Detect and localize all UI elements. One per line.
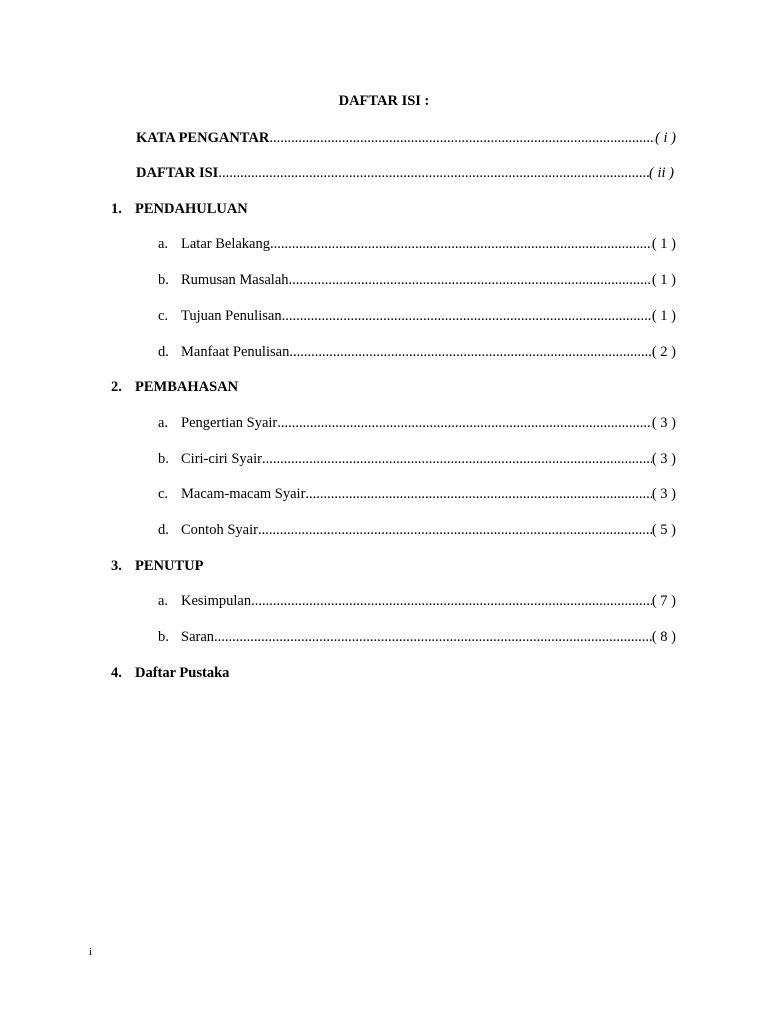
toc-entry-page: ( 3 ) — [651, 415, 676, 431]
item-marker: c. — [158, 486, 169, 502]
section-number: 1. — [111, 201, 122, 217]
item-marker: d. — [158, 522, 169, 538]
section-title: PENDAHULUAN — [135, 201, 248, 217]
leader-dots — [289, 271, 652, 289]
section-heading — [111, 200, 248, 218]
toc-entry-label: Latar Belakang — [181, 236, 270, 252]
toc-entry-page: ( 3 ) — [651, 486, 676, 502]
toc-entry-page: ( 8 ) — [651, 629, 676, 645]
toc-entry-page: ( 2 ) — [651, 344, 676, 360]
item-marker: a. — [158, 236, 169, 252]
toc-entry — [158, 414, 676, 432]
leader-dots — [218, 164, 649, 182]
leader-dots — [282, 307, 652, 325]
toc-entry-page: ( 1 ) — [651, 236, 676, 252]
leader-dots — [289, 343, 652, 361]
toc-title: DAFTAR ISI : — [338, 93, 430, 109]
leader-dots — [305, 485, 651, 503]
toc-entry-label: Rumusan Masalah — [181, 272, 289, 288]
toc-entry — [158, 450, 676, 468]
section-heading — [111, 378, 238, 396]
toc-entry-page: ( ii ) — [649, 165, 674, 181]
toc-entry-daftar-isi — [136, 164, 674, 182]
leader-dots — [277, 414, 652, 432]
toc-entry-label: Tujuan Penulisan — [181, 308, 282, 324]
section-number: 4. — [111, 665, 122, 681]
toc-entry-label: DAFTAR ISI — [136, 165, 219, 181]
leader-dots — [258, 521, 652, 539]
section-number: 3. — [111, 558, 122, 574]
toc-entry — [158, 235, 676, 253]
section-heading — [111, 557, 203, 575]
section-number: 2. — [111, 379, 122, 395]
toc-entry — [158, 271, 676, 289]
page-number: i — [89, 946, 93, 958]
toc-entry-page: ( i ) — [655, 130, 676, 146]
toc-entry-page: ( 5 ) — [651, 522, 676, 538]
toc-entry — [158, 521, 676, 539]
section-heading — [111, 664, 229, 682]
toc-entry-kata-pengantar — [136, 129, 676, 147]
toc-entry — [158, 592, 676, 610]
leader-dots — [262, 450, 652, 468]
toc-entry-label: Kesimpulan — [181, 593, 252, 609]
toc-entry-label: Pengertian Syair — [181, 415, 278, 431]
item-marker: a. — [158, 593, 169, 609]
toc-entry — [158, 307, 676, 325]
toc-entry-label: Macam-macam Syair — [181, 486, 306, 502]
leader-dots — [251, 592, 652, 610]
item-marker: b. — [158, 629, 169, 645]
section-title: PENUTUP — [135, 558, 204, 574]
leader-dots — [270, 235, 652, 253]
toc-entry — [158, 628, 676, 646]
toc-entry-label: Manfaat Penulisan — [181, 344, 290, 360]
leader-dots — [214, 628, 652, 646]
toc-entry — [158, 343, 676, 361]
toc-entry-page: ( 3 ) — [651, 451, 676, 467]
toc-entry-page: ( 7 ) — [651, 593, 676, 609]
section-title: Daftar Pustaka — [135, 665, 230, 681]
toc-entry — [158, 485, 676, 503]
item-marker: b. — [158, 272, 169, 288]
toc-entry-label: Contoh Syair — [181, 522, 258, 538]
toc-entry-label: Saran — [181, 629, 215, 645]
section-title: PEMBAHASAN — [135, 379, 239, 395]
item-marker: d. — [158, 344, 169, 360]
item-marker: b. — [158, 451, 169, 467]
item-marker: a. — [158, 415, 169, 431]
leader-dots — [269, 129, 655, 147]
toc-entry-page: ( 1 ) — [651, 308, 676, 324]
toc-entry-label: KATA PENGANTAR — [136, 130, 270, 146]
toc-entry-label: Ciri-ciri Syair — [181, 451, 262, 467]
toc-entry-page: ( 1 ) — [651, 272, 676, 288]
item-marker: c. — [158, 308, 169, 324]
